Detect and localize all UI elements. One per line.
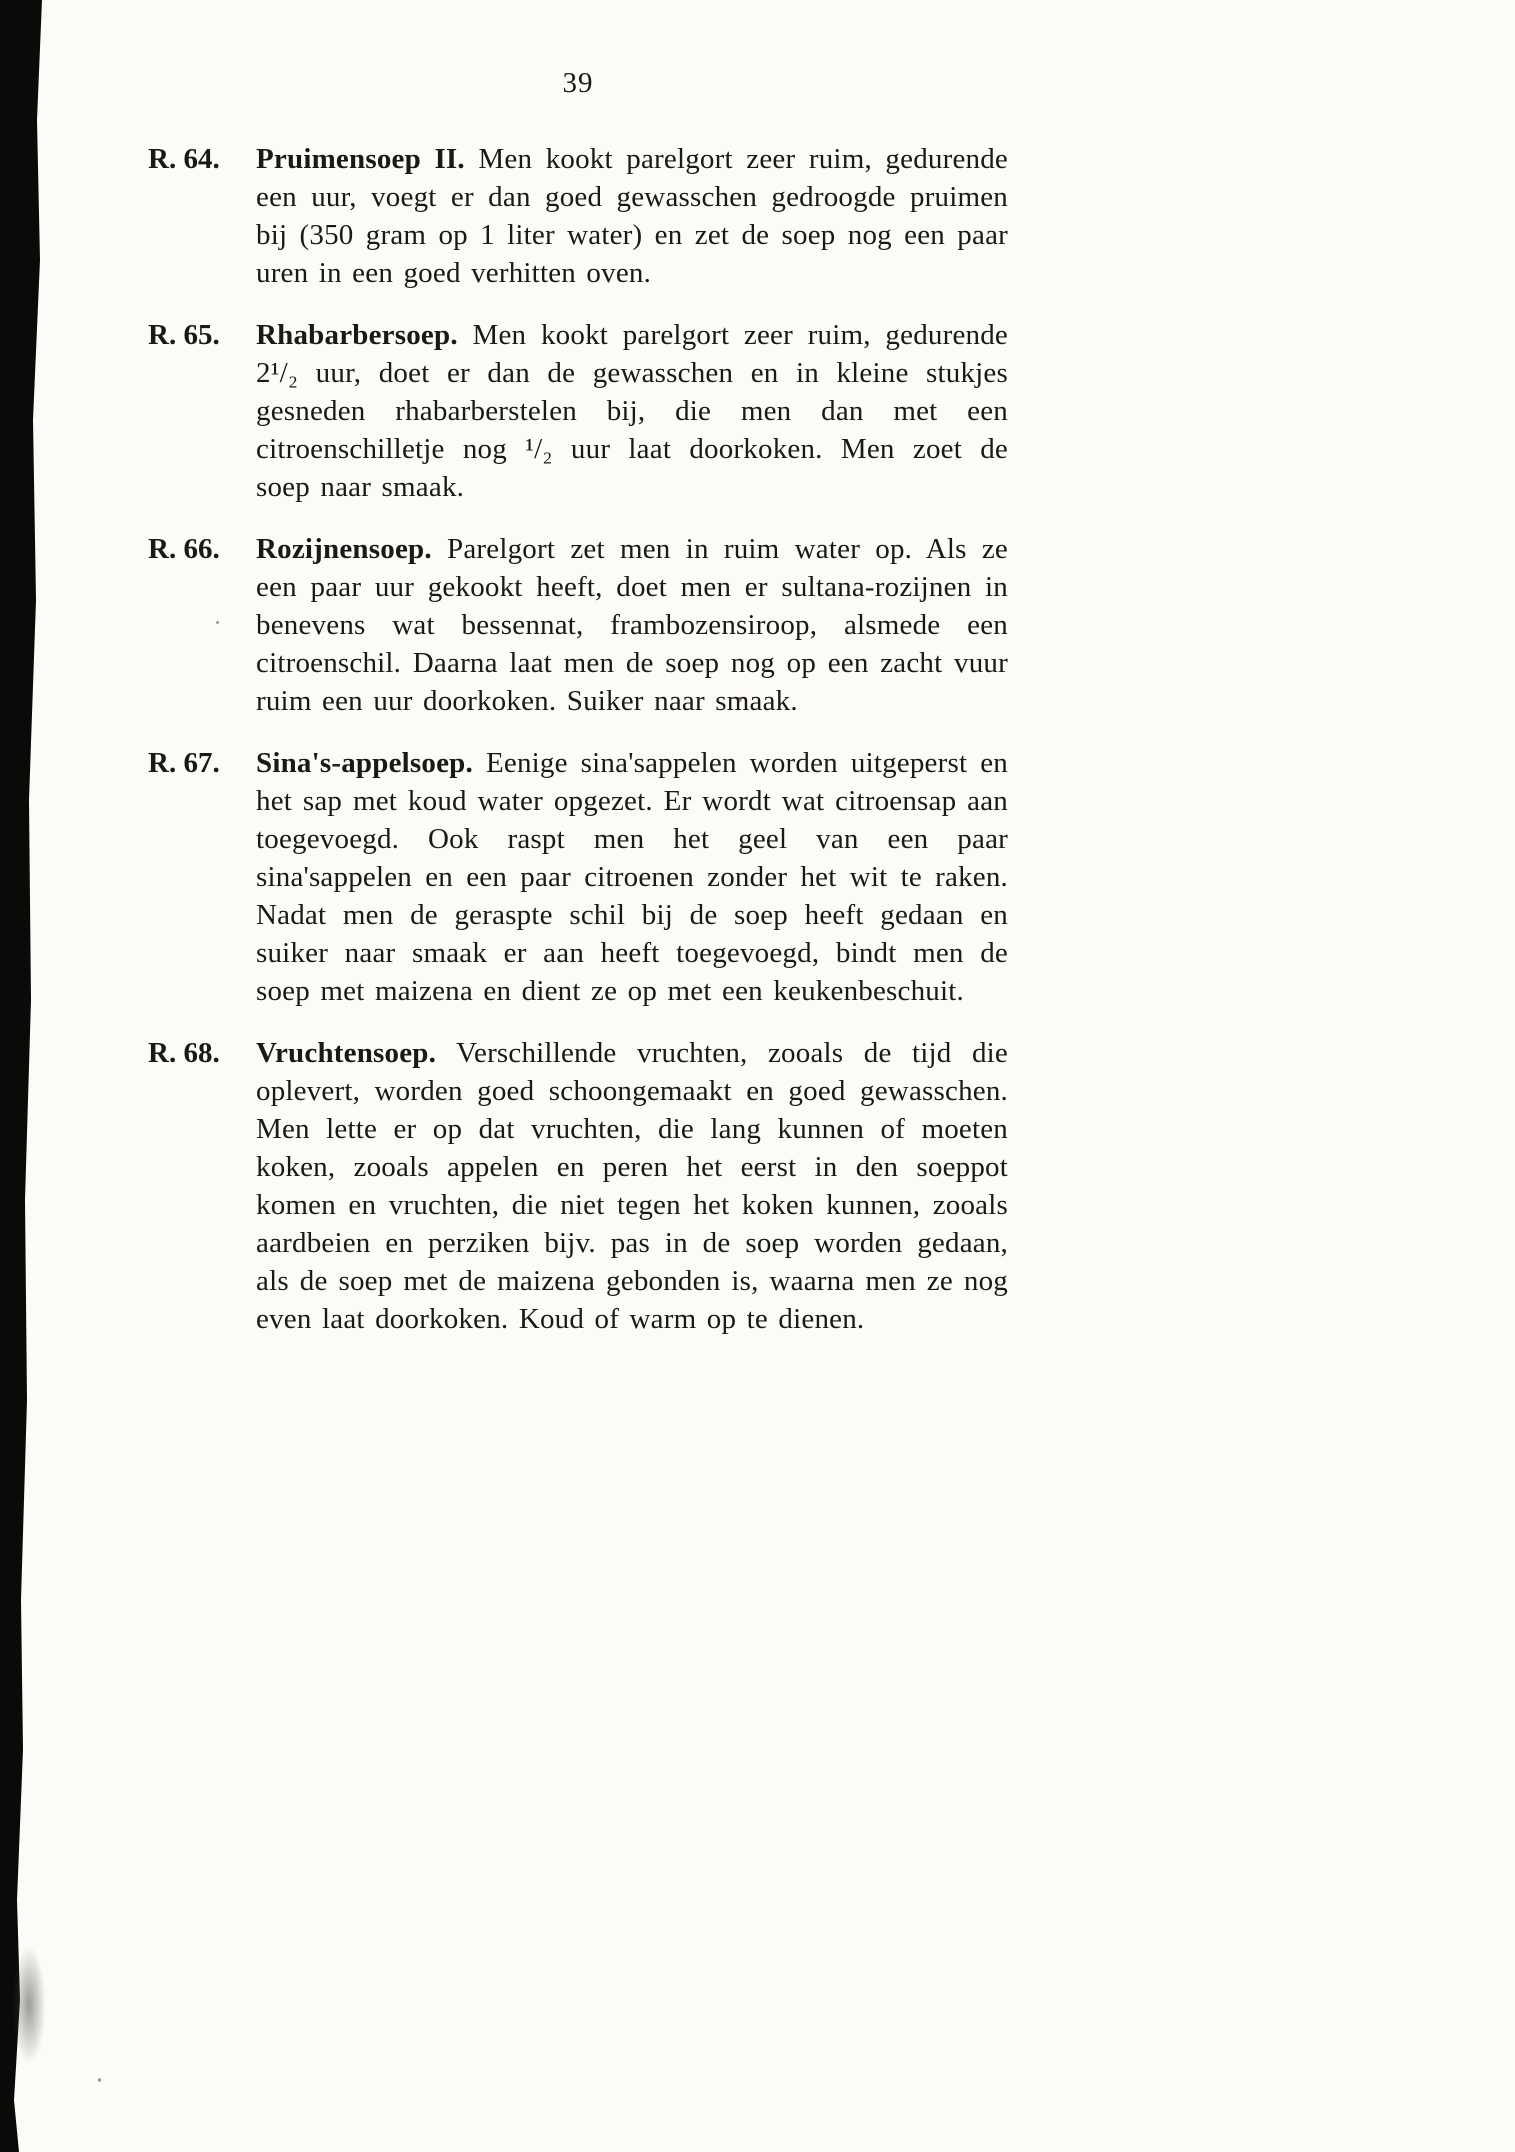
page-number: 39 bbox=[562, 67, 594, 99]
recipe-paragraph bbox=[256, 140, 1008, 292]
scan-speck bbox=[98, 2078, 101, 2082]
recipe-entry-64 bbox=[148, 140, 1008, 292]
recipe-title: Vruchtensoep. bbox=[256, 1037, 437, 1069]
recipe-paragraph bbox=[256, 530, 1008, 720]
recipe-entry-66 bbox=[148, 530, 1008, 720]
recipe-body-text: Parelgort zet men in ruim water op. Als ze een paar uur gekookt heeft, doet men er sultana-rozijnen in benevens wat bessennat, frambozensiroop, alsmede een citroenschil. Daarna laat men de soep nog op een zacht vuur ruim een uur doorkoken. Suiker naar smaak. bbox=[256, 533, 1008, 717]
recipe-number: R. 66. bbox=[148, 533, 220, 565]
recipe-paragraph bbox=[256, 316, 1008, 506]
recipe-number: R. 64. bbox=[148, 143, 220, 175]
recipe-entry-67 bbox=[148, 744, 1008, 1010]
recipe-paragraph bbox=[256, 744, 1008, 1010]
recipe-entry-68 bbox=[148, 1034, 1008, 1338]
recipe-body-text: Eenige sina'sappelen worden uitgeperst en het sap met koud water opgezet. Er wordt wat citroensap aan toegevoegd. Ook raspt men het geel van een paar sina'sappelen en een paar citroenen zonder het wit te raken. Nadat men de geraspte schil bij de soep heeft gedaan en suiker naar smaak er aan heeft toegevoegd, bindt men de soep met maizena en dient ze op met een keukenbeschuit. bbox=[256, 747, 1009, 1007]
recipe-title: Pruimensoep II. bbox=[256, 143, 465, 175]
page-content bbox=[148, 66, 1008, 1362]
recipe-title: Sina's-appelsoep. bbox=[256, 747, 473, 779]
recipe-body-text: Verschillende vruchten, zooals de tijd die oplevert, worden goed schoongemaakt en goed gewasschen. Men lette er op dat vruchten, die lang kunnen of moeten koken, zooals appelen en peren het eerst in den soeppot komen en vruchten, die niet tegen het koken kunnen, zooals aardbeien en perziken bijv. pas in de soep worden gedaan, als de soep met de maizena gebonden is, waarna men ze nog even laat doorkoken. Koud of warm op te dienen. bbox=[256, 1037, 1008, 1335]
scan-smudge-artifact bbox=[12, 1945, 46, 2065]
scan-edge-artifact bbox=[0, 0, 46, 2152]
recipe-title: Rhabarbersoep. bbox=[256, 319, 458, 351]
recipe-paragraph bbox=[256, 1034, 1008, 1338]
recipe-number: R. 65. bbox=[148, 319, 220, 351]
recipe-title: Rozijnensoep. bbox=[256, 533, 432, 565]
recipe-body-text: Men kookt parelgort zeer ruim, gedurende een uur, voegt er dan goed gewasschen gedroogde pruimen bij (350 gram op 1 liter water) en zet de soep nog een paar uren in een goed verhitten oven. bbox=[256, 143, 1008, 289]
recipe-body-text: Men kookt parelgort zeer ruim, gedurende 2¹/₂ uur, doet er dan de gewasschen en in kleine stukjes gesneden rhabarberstelen bij, die men dan met een citroenschilletje nog ¹/₂ uur laat doorkoken. Men zoet de soep naar smaak. bbox=[256, 319, 1009, 503]
recipe-number: R. 67. bbox=[148, 747, 220, 779]
recipe-entry-65 bbox=[148, 316, 1008, 506]
recipe-number: R. 68. bbox=[148, 1037, 220, 1069]
